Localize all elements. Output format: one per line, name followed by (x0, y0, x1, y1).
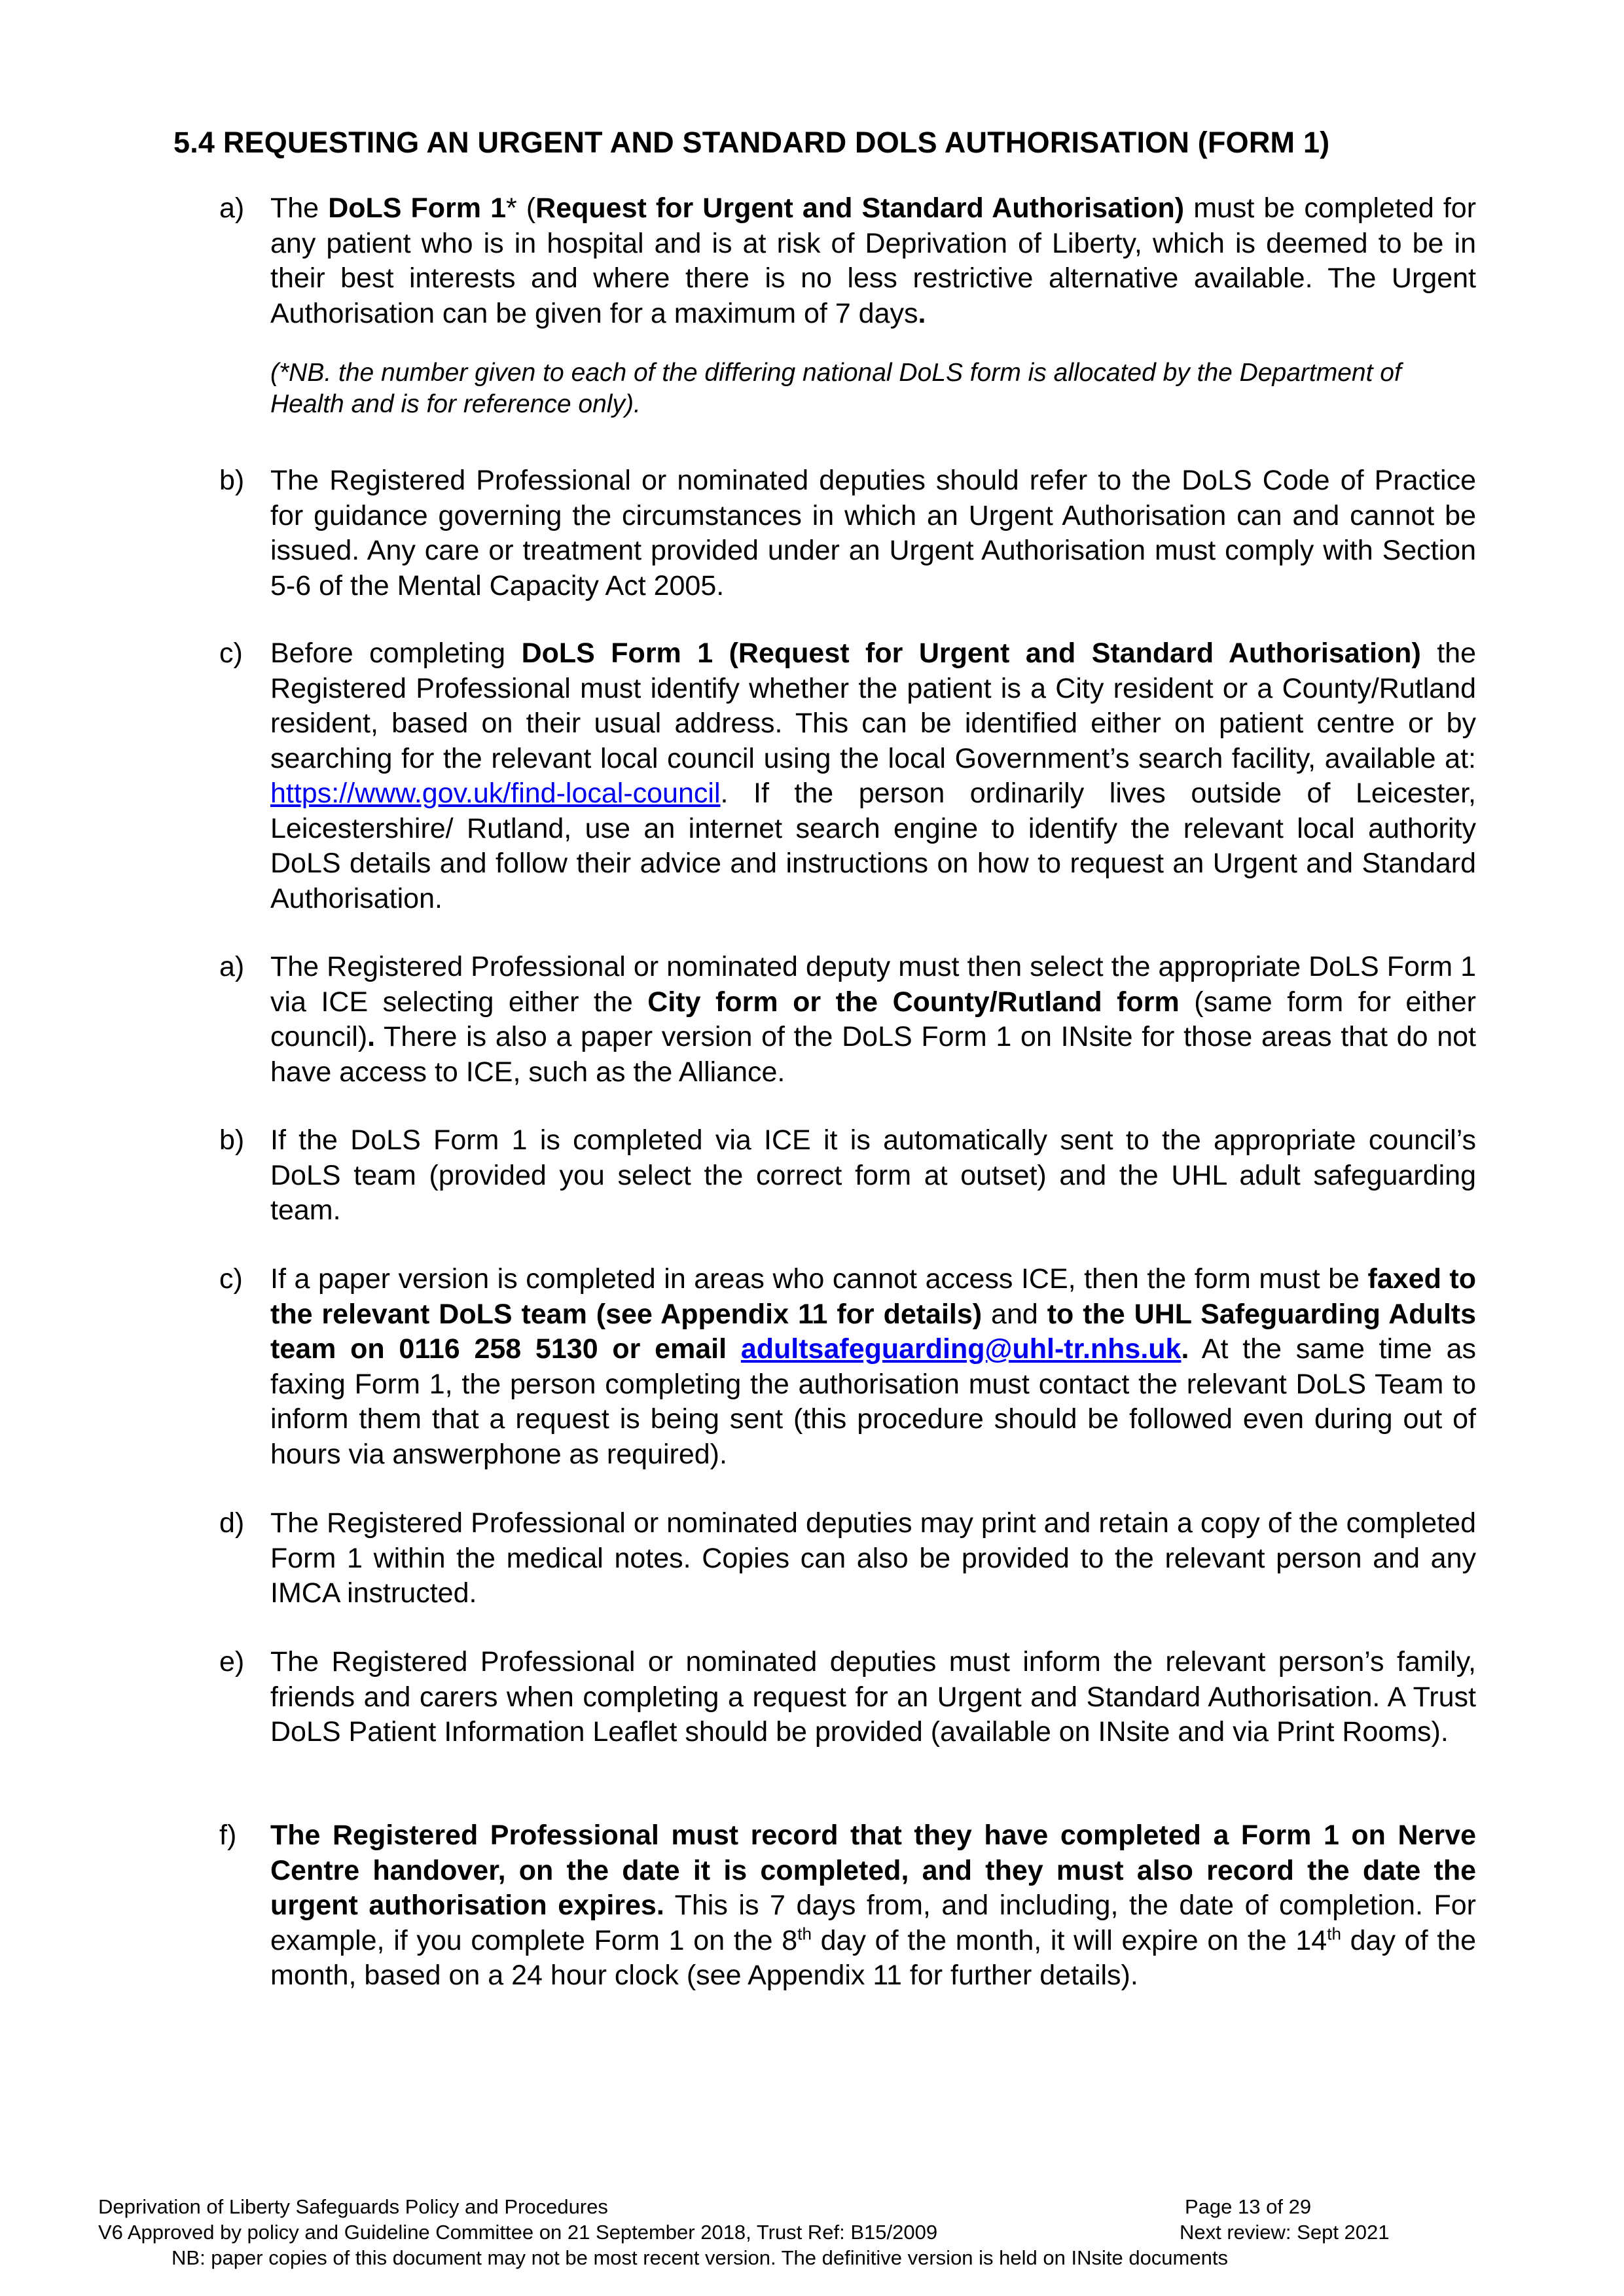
bold-text: The Registered Professional must record that they have completed a Form 1 on Nerve Centre handover, on the date it is completed, and they must also record the date the urgent authorisation expires. (270, 1820, 1476, 1921)
list-marker: b) (219, 465, 245, 496)
text-run: * ( (506, 192, 536, 224)
bold-text: . (1181, 1333, 1189, 1365)
list-item (219, 950, 1476, 1090)
bold-text: . (918, 297, 926, 329)
footer-notice: NB: paper copies of this document may not be most recent version. The definitive version is held on INsite documents (171, 2246, 1228, 2269)
footer-version: V6 Approved by policy and Guideline Committee on 21 September 2018, Trust Ref: B15/2009 (98, 2221, 938, 2244)
text-run: must be completed for any patient who is in hospital and is at risk of Deprivation of Liberty, which is deemed to be in their best interests and where there is no less restrictive alternative available. The Urgent Authorisation can be given for a maximum of 7 days (270, 192, 1477, 329)
list-marker: d) (219, 1507, 245, 1539)
list-item-text (270, 1123, 1476, 1229)
list-item (219, 1262, 1476, 1472)
text-run: The Registered Professional or nominated deputies must inform the relevant person’s family, friends and carers when completing a request for an Urgent and Standard Authorisation. A Trust DoLS Patient Information Leaflet should be provided (available on INsite and via Print Rooms). (270, 1646, 1476, 1748)
section-heading: 5.4 REQUESTING AN URGENT AND STANDARD DOLS AUTHORISATION (FORM 1) (173, 126, 1330, 159)
text-run: day of the month, it will expire on the 14 (811, 1924, 1327, 1956)
list-item (219, 191, 1476, 420)
list-marker: b) (219, 1124, 245, 1156)
text-run: Before completing (270, 637, 522, 669)
bold-text: . (367, 1021, 376, 1052)
bold-text: Request for Urgent and Standard Authorisation) (535, 192, 1185, 224)
list-item (219, 1123, 1476, 1229)
list-item-text (270, 1645, 1476, 1750)
text-run: the Registered Professional must identify whether the patient is a City resident or a County/Rutland resident, based on their usual address. This can be identified either on patient centre or by searching for the relevant local council using the local Government’s search facility, available at: (270, 637, 1476, 774)
email-link[interactable]: adultsafeguarding@uhl-tr.nhs.uk (740, 1333, 1182, 1365)
superscript: th (797, 1924, 812, 1944)
text-run: The Registered Professional or nominated deputies should refer to the DoLS Code of Practice for guidance governing the circumstances in which an Urgent Authorisation can and cannot be issued. Any care or treatment provided under an Urgent Authorisation must comply with Section 5-6 of the Mental Capacity Act 2005. (270, 465, 1476, 601)
bold-text: to the UHL Safeguarding Adults team on 0116 258 5130 or email (270, 1298, 1477, 1365)
text-run: If a paper version is completed in areas who cannot access ICE, then the form must be (270, 1263, 1368, 1295)
list-item (219, 1506, 1476, 1611)
list-marker: f) (219, 1820, 237, 1851)
text-run: day of the month, based on a 24 hour clock (see Appendix 11 for further details). (270, 1924, 1477, 1991)
list-item (219, 1645, 1476, 1750)
list-item (219, 636, 1476, 916)
footer-document-title: Deprivation of Liberty Safeguards Policy and Procedures (98, 2195, 608, 2218)
text-run: The Registered Professional or nominated deputies may print and retain a copy of the completed Form 1 within the medical notes. Copies can also be provided to the relevant person and any IMCA instructed. (270, 1507, 1476, 1609)
list-item-text (270, 1262, 1476, 1472)
list-marker: c) (219, 637, 243, 669)
text-run: and (982, 1298, 1047, 1330)
text-run: . If the person ordinarily lives outside of Leicester, Leicestershire/ Rutland, use an internet search engine to identify the relevant local authority DoLS details and follow their advice and instructions on how to request an Urgent and Standard Authorisation. (270, 778, 1476, 914)
list-item-text (270, 1506, 1476, 1611)
find-local-council-link[interactable]: https://www.gov.uk/find-local-council (270, 778, 721, 809)
list-item-text (270, 950, 1476, 1090)
footnote: (*NB. the number given to each of the differing national DoLS form is allocated by the Department of Health and is for reference only). (270, 359, 1401, 418)
bold-text: City form or the County/Rutland form (647, 986, 1180, 1018)
text-run: At the same time as faxing Form 1, the person completing the authorisation must contact the relevant DoLS Team to inform them that a request is being sent (this procedure should be followed even during out of hours via answerphone as required). (270, 1333, 1477, 1470)
bold-text: faxed to the relevant DoLS team (see Appendix 11 for details) (270, 1263, 1476, 1330)
footer-page-number: Page 13 of 29 (1185, 2195, 1312, 2218)
footer-next-review: Next review: Sept 2021 (1180, 2221, 1390, 2244)
text-run: There is also a paper version of the DoLS Form 1 on INsite for those areas that do not have access to ICE, such as the Alliance. (270, 1021, 1476, 1088)
list-item (219, 1818, 1476, 1994)
bold-text: DoLS Form 1 (Request for Urgent and Standard Authorisation) (521, 637, 1421, 669)
text-run: If the DoLS Form 1 is completed via ICE it is automatically sent to the appropriate council’s DoLS team (provided you select the correct form at outset) and the UHL adult safeguarding team. (270, 1124, 1476, 1226)
text-run: The (270, 192, 329, 224)
list-item-text (270, 1818, 1476, 1994)
page-footer (98, 2194, 1525, 2270)
list-item-text (270, 463, 1476, 603)
text-run: The Registered Professional or nominated deputy must then select the appropriate DoLS Form 1 via ICE selecting either the (270, 951, 1476, 1018)
list-marker: c) (219, 1263, 243, 1295)
list-marker: a) (219, 192, 245, 224)
bold-text: DoLS Form 1 (328, 192, 507, 224)
list-item (219, 463, 1476, 603)
text-run: This is 7 days from, and including, the date of completion. For example, if you complete Form 1 on the 8 (270, 1890, 1476, 1956)
list-marker: e) (219, 1646, 245, 1677)
list-marker: a) (219, 951, 245, 982)
list-item-text (270, 636, 1476, 916)
superscript: th (1327, 1924, 1341, 1944)
text-run: (same form for either council) (270, 986, 1476, 1052)
list-item-text (270, 191, 1476, 420)
